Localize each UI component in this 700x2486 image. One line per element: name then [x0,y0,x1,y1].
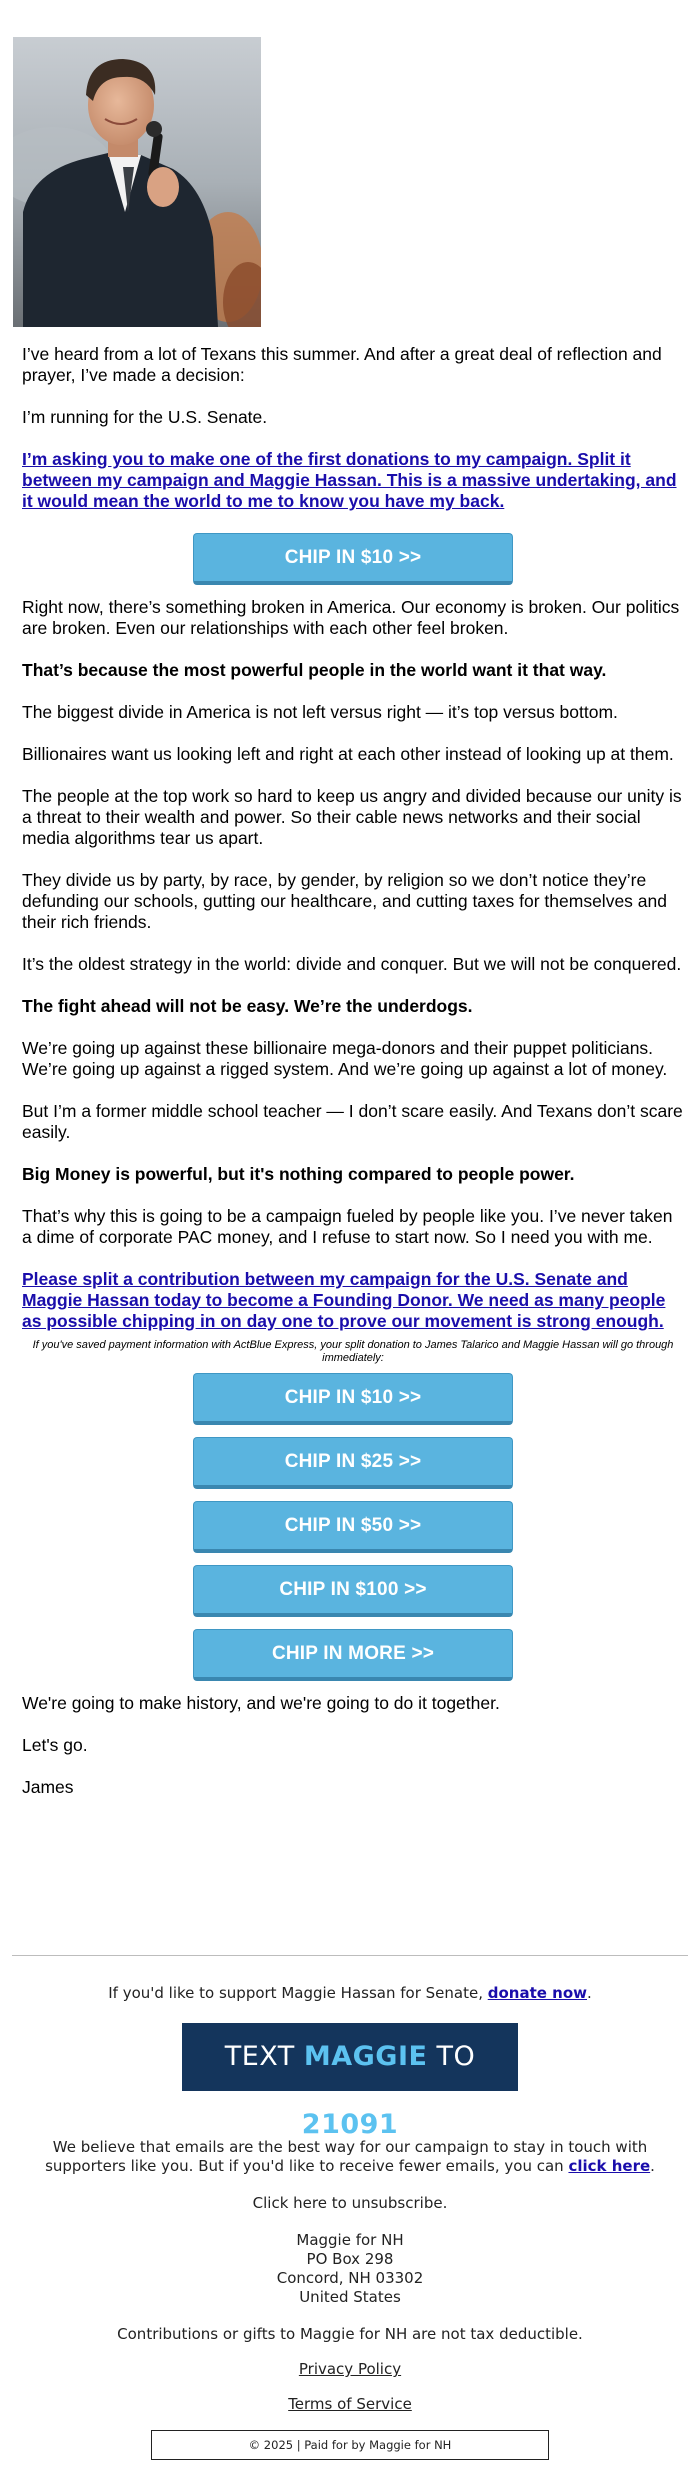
button-row-10 [22,1373,684,1425]
second-ask-paragraph [22,1269,684,1332]
address-line: PO Box 298 [306,2250,394,2268]
hero-photo [13,37,261,327]
broken-paragraph: Right now, there’s something broken in America. Our economy is broken. Our politics are broken. Even our relationships with each other feel broken. [22,597,680,638]
fewer-emails-line [12,2138,688,2176]
fewer-emails-text: We believe that emails are the best way for our campaign to stay in touch with supporters like you. But if you'd like to receive fewer emails, you can [45,2138,648,2175]
button-row-100 [22,1565,684,1617]
terms-of-service-link[interactable]: Terms of Service [288,2395,412,2413]
going-up-paragraph: We’re going up against these billionaire mega-donors and their puppet politicians. We’re going up against a rigged system. And we’re going up against a lot of money. [22,1038,668,1079]
email-body [22,344,684,1819]
powerful-paragraph: That’s because the most powerful people in the world want it that way. [22,660,607,680]
lets-go-paragraph: Let's go. [22,1735,88,1755]
fewer-emails-period: . [650,2157,655,2175]
fewer-emails-link[interactable]: click here [568,2157,651,2175]
divide-paragraph: The biggest divide in America is not left versus right — it’s top versus bottom. [22,702,618,722]
donate-now-link[interactable]: donate now [487,1984,587,2002]
top-work-paragraph: The people at the top work so hard to keep us angry and divided because our unity is a threat to their wealth and power. So their cable news networks and their social media algorithms tear us apart. [22,786,682,848]
chip-in-more-button[interactable]: CHIP IN MORE >> [193,1629,513,1681]
tax-disclaimer: Contributions or gifts to Maggie for NH are not tax deductible. [117,2325,583,2343]
actblue-fine-print: If you've saved payment information with ActBlue Express, your split donation to James Talarico and Maggie Hassan will go through immediately: [32,1339,674,1364]
unsubscribe-link[interactable]: Click here to unsubscribe. [252,2194,448,2212]
banner-word-number: 21091 [301,2109,399,2140]
chip-in-10-top-button[interactable]: CHIP IN $10 >> [193,533,513,585]
chip-in-10-button[interactable]: CHIP IN $10 >> [193,1373,513,1425]
chip-in-100-button[interactable]: CHIP IN $100 >> [193,1565,513,1617]
first-ask-link[interactable]: I’m asking you to make one of the first donations to my campaign. Split it between my campaign and Maggie Hassan. This is a massive undertaking, and it would mean the world to me to know you have my back. [22,449,677,511]
hero-photo-illustration [13,37,261,327]
button-row-50 [22,1501,684,1553]
first-ask-paragraph [22,449,684,512]
people-power-paragraph: Big Money is powerful, but it's nothing compared to people power. [22,1164,575,1184]
history-paragraph: We're going to make history, and we're going to do it together. [22,1693,500,1713]
support-period: . [587,1984,592,2002]
announcement-paragraph: I’m running for the U.S. Senate. [22,407,268,427]
banner-word-maggie: MAGGIE [303,2041,428,2072]
banner-word-text: TEXT [224,2041,295,2072]
address-line: Concord, NH 03302 [276,2269,424,2287]
second-ask-link[interactable]: Please split a contribution between my campaign for the U.S. Senate and Maggie Hassan today to become a Founding Donor. We need as many people as possible chipping in on day one to prove our movement is strong enough. [22,1269,666,1331]
button-row-25 [22,1437,684,1489]
teacher-paragraph: But I’m a former middle school teacher — I don’t scare easily. And Texans don’t scare easily. [22,1101,683,1142]
address-line: Maggie for NH [296,2231,404,2249]
billionaires-paragraph: Billionaires want us looking left and right at each other instead of looking up at them. [22,744,674,764]
address-line: United States [299,2288,401,2306]
banner-word-to: TO [436,2041,476,2072]
signature: James [22,1777,74,1797]
footer [12,1984,688,2460]
privacy-policy-link[interactable]: Privacy Policy [298,2360,402,2378]
footer-divider [12,1955,688,1956]
paid-for-box: © 2025 | Paid for by Maggie for NH [151,2430,549,2460]
support-line [12,1984,688,2003]
campaign-paragraph: That’s why this is going to be a campaign fueled by people like you. I’ve never taken a dime of corporate PAC money, and I refuse to start now. So I need you with me. [22,1206,673,1247]
chip-in-25-button[interactable]: CHIP IN $25 >> [193,1437,513,1489]
top-button-row [22,533,684,585]
text-maggie-banner[interactable] [182,2023,518,2140]
support-text: If you'd like to support Maggie Hassan for Senate, [108,1984,488,2002]
chip-in-50-button[interactable]: CHIP IN $50 >> [193,1501,513,1553]
button-row-more [22,1629,684,1681]
fight-paragraph: The fight ahead will not be easy. We’re the underdogs. [22,996,473,1016]
strategy-paragraph: It’s the oldest strategy in the world: divide and conquer. But we will not be conquered. [22,954,682,974]
intro-paragraph: I’ve heard from a lot of Texans this summer. And after a great deal of reflection and prayer, I’ve made a decision: [22,344,662,385]
divide-us-paragraph: They divide us by party, by race, by gender, by religion so we don’t notice they’re defunding our schools, gutting our healthcare, and cutting taxes for themselves and their rich friends. [22,870,667,932]
mailing-address [12,2231,688,2307]
